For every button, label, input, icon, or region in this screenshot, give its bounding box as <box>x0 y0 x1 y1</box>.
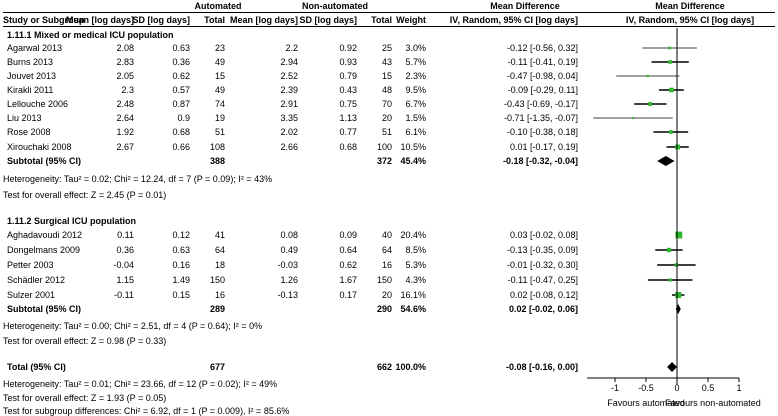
subtotal1-ci: -0.18 [-0.32, -0.04] <box>502 156 578 166</box>
total-non-automated: 15 <box>381 71 392 81</box>
study-weight: 5.3% <box>405 260 426 270</box>
sd-automated: 0.68 <box>172 127 190 137</box>
total-non-automated: 20 <box>381 113 392 123</box>
study-weight: 3.0% <box>405 43 426 53</box>
total-non-automated: 100 <box>376 142 392 152</box>
total-label: Total (95% CI) <box>7 362 66 372</box>
mean-difference-header-1: Mean Difference <box>490 1 560 11</box>
mean-non-automated: 2.94 <box>280 57 298 67</box>
study-weight: 4.3% <box>405 275 426 285</box>
mean2-column-header: Mean [log days] <box>229 15 298 25</box>
study-weight: 6.1% <box>405 127 426 137</box>
subtotal2-label: Subtotal (95% CI) <box>7 304 82 314</box>
sd2-column-header: SD [log days] <box>299 15 357 25</box>
subtotal2-total-non-automated: 290 <box>376 304 392 314</box>
sd-non-automated: 0.68 <box>339 142 357 152</box>
study-weight: 16.1% <box>400 290 426 300</box>
weight-column-header: Weight <box>396 15 426 25</box>
subgroup2-title: 1.11.2 Surgical ICU population <box>7 216 137 226</box>
mean-automated: 2.67 <box>116 142 134 152</box>
sd-automated: 0.62 <box>172 71 190 81</box>
total-automated: 74 <box>214 99 225 109</box>
subgroup1-title: 1.11.1 Mixed or medical ICU population <box>7 30 174 40</box>
study-name: Aghadavoudi 2012 <box>7 230 83 240</box>
total-non-automated: 64 <box>381 245 392 255</box>
study-weight: 8.5% <box>405 245 426 255</box>
mean-automated: 2.64 <box>116 113 134 123</box>
subtotal2-weight: 54.6% <box>400 304 426 314</box>
group1-header: Automated <box>194 1 242 11</box>
sd-non-automated: 0.77 <box>339 127 357 137</box>
total-non-automated: 51 <box>381 127 392 137</box>
total-non-automated: 70 <box>381 99 392 109</box>
mean-non-automated: 2.39 <box>280 85 298 95</box>
point-estimate-square <box>648 102 652 106</box>
mean-non-automated: 2.66 <box>280 142 298 152</box>
subtotal1-weight: 45.4% <box>400 156 426 166</box>
sd-automated: 0.15 <box>172 290 190 300</box>
study-name: Agarwal 2013 <box>7 43 63 53</box>
sd-automated: 0.12 <box>172 230 190 240</box>
favours-left-label: Favours automated <box>607 398 685 408</box>
mean-automated: 2.48 <box>116 99 134 109</box>
subtotal1-label: Subtotal (95% CI) <box>7 156 82 166</box>
total-non-automated: 20 <box>381 290 392 300</box>
study-ci: -0.10 [-0.38, 0.18] <box>506 127 578 137</box>
point-estimate-square <box>675 145 680 150</box>
total-automated: 41 <box>214 230 225 240</box>
sd-automated: 0.9 <box>177 113 190 123</box>
mean-non-automated: 1.26 <box>280 275 298 285</box>
study-column-header: Study or Subgroup <box>3 15 85 25</box>
total-automated: 150 <box>209 275 225 285</box>
total-overall-effect: Test for overall effect: Z = 1.93 (P = 0.05) <box>3 393 167 403</box>
study-ci: -0.13 [-0.35, 0.09] <box>506 245 578 255</box>
mean1-column-header: Mean [log days] <box>65 15 134 25</box>
mean-non-automated: 2.52 <box>280 71 298 81</box>
mean-automated: 1.92 <box>116 127 134 137</box>
total-automated: 16 <box>214 290 225 300</box>
point-estimate-square <box>669 130 673 134</box>
x-axis-tick-label: 0.5 <box>701 383 715 393</box>
sd-non-automated: 0.62 <box>339 260 357 270</box>
study-weight: 9.5% <box>405 85 426 95</box>
point-estimate-square <box>647 75 649 77</box>
sd-automated: 0.66 <box>172 142 190 152</box>
mean-automated: 1.15 <box>116 275 134 285</box>
study-name: Burns 2013 <box>7 57 54 67</box>
point-estimate-square <box>668 60 672 64</box>
study-weight: 20.4% <box>400 230 426 240</box>
x-axis-tick-label: -0.5 <box>638 383 654 393</box>
sd-non-automated: 0.92 <box>339 43 357 53</box>
subgroup1-overall-effect: Test for overall effect: Z = 2.45 (P = 0.01) <box>3 190 167 200</box>
sd-automated: 0.63 <box>172 245 190 255</box>
sd-automated: 0.87 <box>172 99 190 109</box>
sd-non-automated: 0.79 <box>339 71 357 81</box>
study-name: Xirouchaki 2008 <box>7 142 72 152</box>
sd-automated: 0.36 <box>172 57 190 67</box>
mean-automated: -0.11 <box>114 290 134 300</box>
sd-automated: 1.49 <box>172 275 190 285</box>
sd-non-automated: 1.13 <box>339 113 357 123</box>
study-weight: 1.5% <box>405 113 426 123</box>
subtotal1-total-automated: 388 <box>209 156 225 166</box>
study-ci: -0.71 [-1.35, -0.07] <box>503 113 578 123</box>
total-automated: 15 <box>214 71 225 81</box>
study-name: Kirakli 2011 <box>7 85 54 95</box>
point-estimate-square <box>675 292 681 298</box>
study-name: Rose 2008 <box>7 127 51 137</box>
x-axis-tick-label: -1 <box>610 383 619 393</box>
total-automated: 108 <box>209 142 225 152</box>
mean-automated: 2.08 <box>116 43 134 53</box>
total-total-automated: 677 <box>209 362 225 372</box>
study-ci: -0.47 [-0.98, 0.04] <box>506 71 578 81</box>
point-estimate-square <box>669 88 674 93</box>
point-estimate-square <box>675 263 678 266</box>
study-weight: 6.7% <box>405 99 426 109</box>
study-ci: 0.03 [-0.02, 0.08] <box>509 230 578 240</box>
study-ci: -0.43 [-0.69, -0.17] <box>503 99 578 109</box>
study-ci: -0.09 [-0.29, 0.11] <box>507 85 578 95</box>
sd-non-automated: 0.09 <box>339 230 357 240</box>
x-axis-tick-label: 1 <box>736 383 742 393</box>
subtotal2-ci: 0.02 [-0.02, 0.06] <box>508 304 578 314</box>
mean-non-automated: -0.03 <box>277 260 298 270</box>
sd-automated: 0.57 <box>172 85 190 95</box>
study-name: Sulzer 2001 <box>7 290 56 300</box>
total-automated: 19 <box>214 113 225 123</box>
total1-column-header: Total <box>204 15 225 25</box>
mean-automated: 0.11 <box>117 230 134 240</box>
study-weight: 10.5% <box>400 142 426 152</box>
study-weight: 5.7% <box>405 57 426 67</box>
total-weight: 100.0% <box>395 362 426 372</box>
total-automated: 23 <box>214 43 225 53</box>
mean-automated: 2.3 <box>121 85 134 95</box>
total-non-automated: 150 <box>376 275 392 285</box>
total-non-automated: 25 <box>381 43 392 53</box>
mean-difference-header-2: Mean Difference <box>655 1 725 11</box>
subgroup-differences-test: Test for subgroup differences: Chi² = 6.92, df = 1 (P = 0.009), I² = 85.6% <box>3 406 290 416</box>
mean-automated: 2.83 <box>116 57 134 67</box>
study-name: Liu 2013 <box>7 113 42 123</box>
group2-header: Non-automated <box>302 1 368 11</box>
total-non-automated: 40 <box>381 230 392 240</box>
total-automated: 18 <box>214 260 225 270</box>
total-diamond <box>667 362 677 372</box>
mean-non-automated: 3.35 <box>280 113 298 123</box>
study-ci: -0.01 [-0.32, 0.30] <box>506 260 578 270</box>
subtotal2-total-automated: 289 <box>209 304 225 314</box>
study-weight: 2.3% <box>405 71 426 81</box>
total-non-automated: 16 <box>381 260 392 270</box>
point-estimate-square <box>667 248 671 252</box>
sd1-column-header: SD [log days] <box>132 15 190 25</box>
subtotal1-diamond <box>657 156 674 166</box>
point-estimate-square <box>675 232 682 239</box>
mean-non-automated: 0.08 <box>280 230 298 240</box>
study-name: Dongelmans 2009 <box>7 245 81 255</box>
total-total-non-automated: 662 <box>376 362 392 372</box>
sd-non-automated: 0.64 <box>339 245 357 255</box>
total-non-automated: 43 <box>381 57 392 67</box>
total-ci: -0.08 [-0.16, 0.00] <box>505 362 578 372</box>
total-heterogeneity: Heterogeneity: Tau² = 0.01; Chi² = 23.66, df = 12 (P = 0.02); I² = 49% <box>3 379 278 389</box>
point-estimate-square <box>669 278 672 281</box>
subgroup1-heterogeneity: Heterogeneity: Tau² = 0.02; Chi² = 12.24, df = 7 (P = 0.09); I² = 43% <box>3 174 273 184</box>
sd-automated: 0.63 <box>172 43 190 53</box>
study-ci: -0.11 [-0.47, 0.25] <box>507 275 578 285</box>
mean-automated: -0.04 <box>113 260 134 270</box>
sd-non-automated: 0.93 <box>339 57 357 67</box>
study-name: Jouvet 2013 <box>7 71 57 81</box>
subtotal1-total-non-automated: 372 <box>376 156 392 166</box>
mean-automated: 0.36 <box>116 245 134 255</box>
sd-non-automated: 0.43 <box>339 85 357 95</box>
total-automated: 64 <box>214 245 225 255</box>
sd-automated: 0.16 <box>172 260 190 270</box>
subgroup2-overall-effect: Test for overall effect: Z = 0.98 (P = 0.33) <box>3 336 167 346</box>
ci-plot-header: IV, Random, 95% CI [log days] <box>625 15 755 25</box>
ci-column-header: IV, Random, 95% CI [log days] <box>449 15 578 25</box>
total2-column-header: Total <box>371 15 392 25</box>
study-ci: -0.11 [-0.41, 0.19] <box>507 57 578 67</box>
mean-non-automated: 2.91 <box>280 99 298 109</box>
study-name: Lellouche 2006 <box>7 99 69 109</box>
favours-right-label: Favours non-automated <box>665 398 761 408</box>
total-non-automated: 48 <box>381 85 392 95</box>
mean-non-automated: 2.2 <box>285 43 298 53</box>
sd-non-automated: 1.67 <box>339 275 357 285</box>
total-automated: 51 <box>214 127 225 137</box>
mean-non-automated: 2.02 <box>280 127 298 137</box>
x-axis-tick-label: 0 <box>674 383 680 393</box>
study-ci: 0.01 [-0.17, 0.19] <box>509 142 578 152</box>
study-ci: 0.02 [-0.08, 0.12] <box>509 290 578 300</box>
point-estimate-square <box>632 117 634 119</box>
mean-automated: 2.05 <box>116 71 134 81</box>
subgroup2-heterogeneity: Heterogeneity: Tau² = 0.00; Chi² = 2.51, df = 4 (P = 0.64); I² = 0% <box>3 321 263 331</box>
point-estimate-square <box>668 47 671 50</box>
total-automated: 49 <box>214 57 225 67</box>
sd-non-automated: 0.75 <box>339 99 357 109</box>
mean-non-automated: 0.49 <box>280 245 298 255</box>
study-name: Schädler 2012 <box>7 275 66 285</box>
study-ci: -0.12 [-0.56, 0.32] <box>506 43 578 53</box>
sd-non-automated: 0.17 <box>339 290 357 300</box>
study-name: Petter 2003 <box>7 260 54 270</box>
mean-non-automated: -0.13 <box>277 290 298 300</box>
total-automated: 49 <box>214 85 225 95</box>
